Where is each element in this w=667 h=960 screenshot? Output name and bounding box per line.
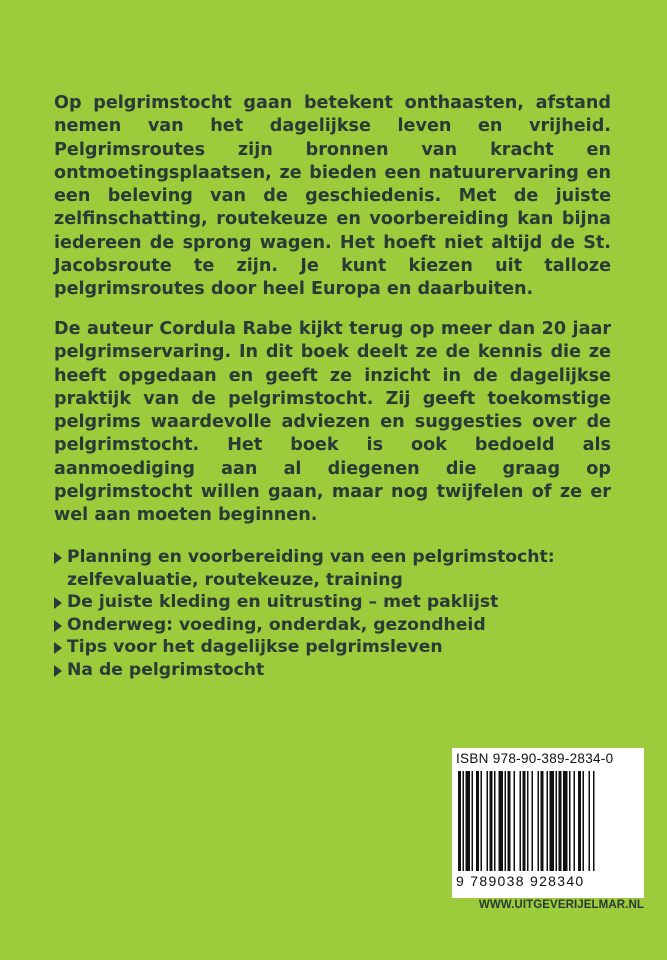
list-item	[54, 636, 624, 659]
list-item-text: Planning en voorbereiding van een pelgrimstocht:	[67, 547, 555, 567]
barcode-bar	[593, 771, 595, 871]
barcode-bar	[527, 771, 529, 871]
barcode-bar	[538, 771, 540, 871]
barcode-bar	[476, 771, 479, 871]
publisher-website: WWW.UITGEVERIJELMAR.NL	[478, 899, 644, 911]
barcode-bar	[547, 771, 549, 871]
barcode-bar	[494, 771, 496, 871]
list-item	[54, 614, 624, 637]
list-item-text: Tips voor het dagelijkse pelgrimsleven	[67, 637, 443, 657]
description-paragraph-1: Op pelgrimstocht gaan betekent onthaasten, afstand nemen van het dagelijkse leven en vrijheid. Pelgrimsroutes zijn bronnen van kracht en ontmoetingsplaatsen, ze bieden een natuurervaring en een beleving van de geschiedenis. Met de juiste zelfinschatting, routekeuze en voorbereiding kan bijna iedereen de sprong wagen. Het hoeft niet altijd de St. Jacobsroute te zijn. Je kunt kiezen uit talloze pelgrimsroutes door heel Europa en daarbuiten.	[54, 93, 611, 300]
list-item	[54, 591, 624, 614]
description-paragraph-2: De auteur Cordula Rabe kijkt terug op meer dan 20 jaar pelgrimservaring. In dit boek deelt ze de kennis die ze heeft opgedaan en geeft ze inzicht in de dagelijkse praktijk van de pelgrimstocht. Zij geeft toekomstige pelgrims waardevolle adviezen en suggesties over de pelgrimstocht. Het boek is ook bedoeld als aanmoediging aan al diegenen die graag op pelgrimstocht willen gaan, maar nog twijfelen of ze er wel aan moeten beginnen.	[54, 319, 611, 526]
barcode-bar	[556, 771, 558, 871]
barcode-bar	[541, 771, 544, 871]
list-item-text: Onderweg: voeding, onderdak, gezondheid	[67, 614, 486, 635]
barcode-bar	[481, 771, 483, 871]
barcode-icon	[458, 771, 638, 871]
triangle-bullet-icon	[54, 552, 62, 564]
barcode-bar	[583, 771, 585, 871]
barcode-bar	[589, 771, 591, 871]
barcode-bar	[520, 771, 522, 871]
barcode-bar	[499, 771, 504, 871]
barcode-bar	[463, 771, 465, 871]
barcode-bar	[458, 771, 461, 871]
list-item-text-continued: zelfevaluatie, routekeuze, training	[67, 569, 403, 590]
barcode-bar	[490, 771, 493, 871]
barcode-bar	[550, 771, 555, 871]
barcode-bar	[472, 771, 474, 871]
barcode-bar	[559, 771, 562, 871]
barcode-digits: 9 789038 928340	[456, 873, 585, 889]
barcode-bar	[514, 771, 516, 871]
barcode-bar	[569, 771, 571, 871]
isbn-label: ISBN 978-90-389-2834-0	[456, 751, 614, 766]
list-item-text: Na de pelgrimstocht	[67, 659, 265, 680]
barcode-bar	[574, 771, 576, 871]
triangle-bullet-icon	[54, 642, 62, 654]
triangle-bullet-icon	[54, 665, 62, 677]
triangle-bullet-icon	[54, 597, 62, 609]
triangle-bullet-icon	[54, 620, 62, 632]
barcode-bar	[563, 771, 568, 871]
list-item-text: De juiste kleding en uitrusting – met paklijst	[67, 592, 499, 612]
feature-list	[54, 546, 624, 681]
barcode-bar	[505, 771, 507, 871]
isbn-barcode-box	[452, 748, 644, 898]
list-item	[54, 659, 624, 682]
barcode-bar	[466, 771, 471, 871]
barcode-bar	[532, 771, 534, 871]
barcode-bar	[508, 771, 511, 871]
barcode-bar	[487, 771, 489, 871]
list-item	[54, 546, 624, 591]
barcode-bar	[523, 771, 526, 871]
barcode-bar	[578, 771, 581, 871]
